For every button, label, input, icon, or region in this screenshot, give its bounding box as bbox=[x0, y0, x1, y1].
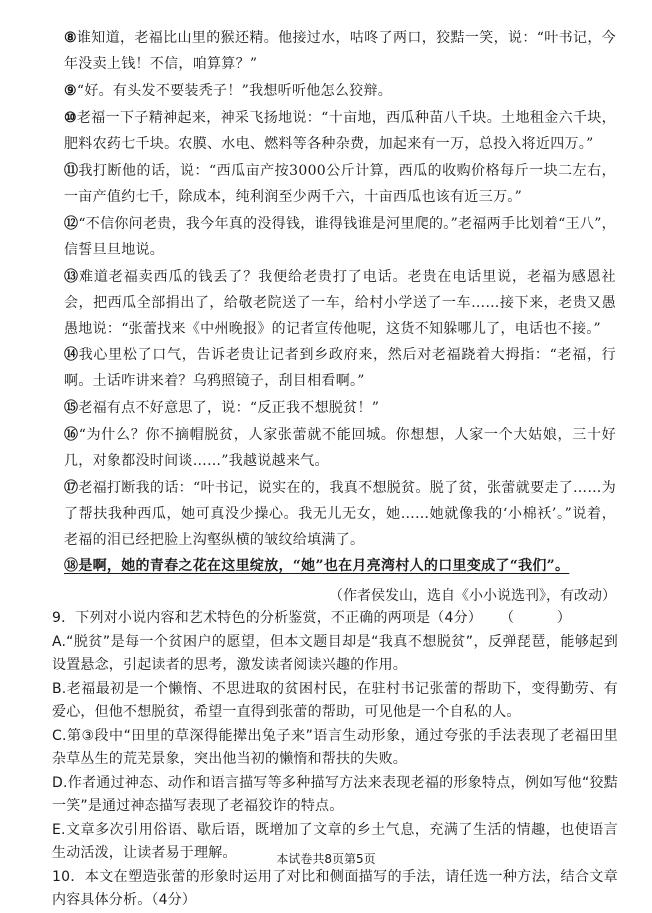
question-10: 10．本文在塑造张蕾的形象时运用了对比和侧面描写的手法，请任选一种方法，结合文章内容具体分析。（4分） bbox=[52, 868, 618, 908]
paragraph-text: “不信你问老贵，我今年真的没得钱，谁得钱谁是河里爬的。”老福两手比划着“王八”，信誓旦旦地说。 bbox=[64, 216, 616, 258]
paragraph-text: 我打断他的话，说：“西瓜亩产按3000公斤计算，西瓜的收购价格每斤一块二左右，一亩产值约七千，除成本，纯利润至少两千六，十亩西瓜也该有近三万。” bbox=[64, 163, 616, 205]
option-e: E.文章多次引用俗语、歇后语，既增加了文章的乡土气息，充满了生活的情趣，也使语言生动活泼，让读者易于理解。 bbox=[52, 821, 618, 861]
paragraph-number: ⑰ bbox=[64, 480, 79, 496]
paragraph-text: 谁知道，老福比山里的猴还精。他接过水，咕咚了两口，狡黠一笑，说：“叶书记，今年没卖上钱！不信，咱算算？” bbox=[64, 30, 616, 72]
paragraph-8 bbox=[64, 26, 616, 78]
paragraph-text: 我心里松了口气，告诉老贵让记者到乡政府来，然后对老福跷着大拇指：“老福，行啊。土话咋讲来着？乌鸦照镜子，刮目相看啊。” bbox=[64, 347, 616, 389]
paragraph-number: ⑮ bbox=[64, 400, 79, 416]
paragraph-11 bbox=[64, 159, 616, 211]
source-citation: （作者侯发山，选自《小小说选刊》，有改动） bbox=[329, 588, 616, 604]
paragraph-number: ⑪ bbox=[64, 163, 79, 179]
paragraph-text-underlined: 是啊，她的青春之花在这里绽放，“她”也在月亮湾村人的口里变成了“我们”。 bbox=[78, 558, 570, 574]
option-a: A.“脱贫”是每一个贫困户的愿望，但本文题目却是“我真不想脱贫”，反弹琵琶，能够起到设置悬念，引起读者的思考，激发读者阅读兴趣的作用。 bbox=[52, 633, 618, 673]
answer-bracket: （ ） bbox=[500, 610, 572, 626]
paragraph-number: ⑧ bbox=[64, 30, 77, 46]
paragraph-number: ⑨ bbox=[64, 83, 77, 99]
paragraph-16 bbox=[64, 423, 616, 475]
option-c: C.第③段中“田里的草深得能撵出兔子来”语言生动形象，通过夸张的手法表现了老福田里杂草丛生的荒芜景象，突出他当初的懒惰和帮扶的失败。 bbox=[52, 727, 618, 767]
question-9-stem-text: 9．下列对小说内容和艺术特色的分析鉴赏，不正确的两项是（4分） bbox=[52, 610, 483, 626]
paragraph-number: ⑯ bbox=[64, 427, 79, 443]
paragraph-text: 老福有点不好意思了，说：“反正我不想脱贫！” bbox=[78, 400, 380, 416]
paragraph-12 bbox=[64, 212, 616, 264]
option-d: D.作者通过神态、动作和语言描写等多种描写方法来表现老福的形象特点，例如写他“狡黠一笑”是通过神态描写表现了老福狡诈的特点。 bbox=[52, 774, 618, 814]
paragraph-17 bbox=[64, 476, 616, 553]
paragraph-number: ⑬ bbox=[64, 269, 79, 285]
paragraph-text: 老福打断我的话：“叶书记，说实在的，我真不想脱贫。脱了贫，张蕾就要走了……为了帮扶我种西瓜，她可真没少操心。我无儿无女，她……她就像我的‘小棉袄’。”说着，老福的泪已经把脸上沟壑纵横的皱纹给填满了。 bbox=[64, 480, 616, 548]
question-9-stem bbox=[52, 607, 618, 631]
paragraph-14 bbox=[64, 343, 616, 395]
paragraph-text: “为什么？你不摘帽脱贫，人家张蕾就不能回城。你想想，人家一个大姑娘，三十好几，对象都没时间谈……”我越说越来气。 bbox=[64, 427, 616, 469]
paragraph-number: ⑫ bbox=[64, 216, 79, 232]
paragraph-number: ⑩ bbox=[64, 110, 77, 126]
page-footer: 本试卷共8页第5页 bbox=[276, 852, 376, 866]
paragraph-9 bbox=[64, 79, 616, 105]
paragraph-18 bbox=[64, 554, 616, 580]
paragraph-10 bbox=[64, 106, 616, 158]
paragraph-number: ⑱ bbox=[64, 558, 79, 574]
paragraph-15 bbox=[64, 396, 616, 422]
paragraph-13 bbox=[64, 265, 616, 342]
paragraph-text: 老福一下子精神起来，神采飞扬地说：“十亩地，西瓜种苗八千块。土地租金六千块，肥料农药七千块。农膜、水电、燃料等各种杂费，加起来有一万，总投入将近四万。” bbox=[64, 110, 616, 152]
option-b: B.老福最初是一个懒惰、不思进取的贫困村民，在驻村书记张蕾的帮助下，变得勤劳、有爱心，但他不想脱贫，希望一直得到张蕾的帮助，可见他是一个自私的人。 bbox=[52, 680, 618, 720]
paragraph-text: “好。有头发不要装秃子！”我想听听他怎么狡辩。 bbox=[76, 83, 393, 99]
paragraph-number: ⑭ bbox=[64, 347, 79, 363]
paragraph-text: 难道老福卖西瓜的钱丢了？我便给老贵打了电话。老贵在电话里说，老福为感恩社会，把西瓜全部捐出了，给敬老院送了一车，给村小学送了一车……接下来，老贵又愚愚地说：“张蕾找来《中州晚报》的记者宣传他呢，这货不知躲哪儿了，电话也不接。” bbox=[64, 269, 616, 337]
